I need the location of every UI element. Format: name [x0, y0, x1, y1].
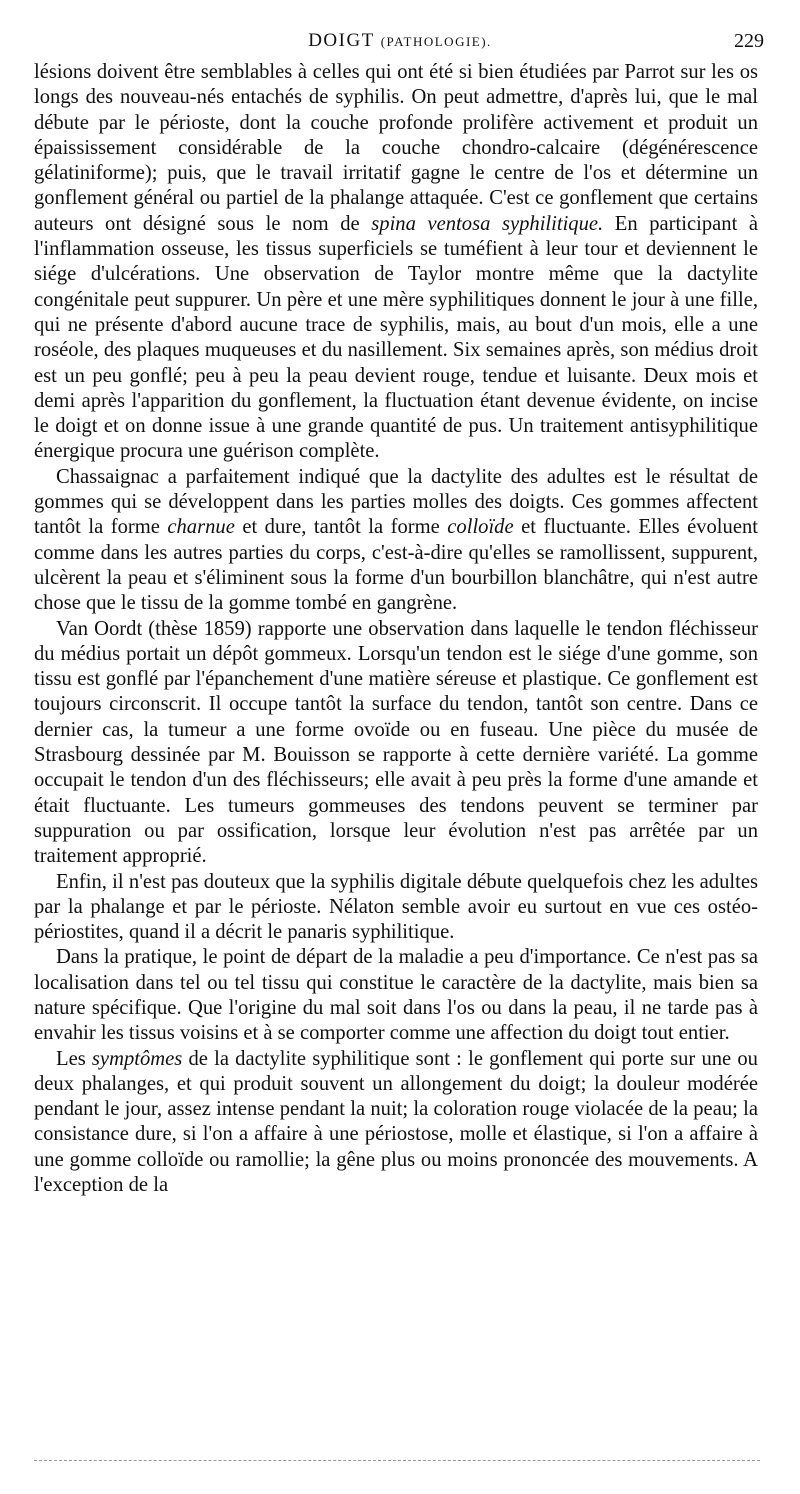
paragraph — [34, 60, 758, 465]
text-run: et fluctuante. Elles évoluent comme dans les autres parties du corps, c'est-à-dire qu'elles se ramollissent, suppurent, ulcèrent la peau et s'éliminent sous la forme d'un bourbillon blanchâtre, qui n'est autre chose que le tissu de la gomme tombé en gangrène. — [34, 516, 758, 615]
italic-text: spina ventosa syphilitique. — [371, 212, 604, 235]
text-run: lésions doivent être semblables à celles qui ont été si bien étudiées par Parrot sur les os longs des nouveau-nés entachés de syphilis. On peut admettre, d'après lui, que le mal débute par le périoste, dont la couche profonde prolifère activement et produit un épaississement considérable de la couche chondro-calcaire (dégénérescence gélatiniforme); puis, que le travail irritatif gagne le centre de l'os et détermine un gonflement général ou partiel de la phalange attaquée. C'est ce gonflement que certains auteurs ont désigné sous le nom de — [34, 61, 758, 235]
paragraph — [34, 1047, 758, 1199]
text-run: Enfin, il n'est pas douteux que la syphilis digitale débute quelquefois chez les adultes par la phalange et par le périoste. Nélaton semble avoir eu surtout en vue ces ostéo-périostites, quand il a décrit le panaris syphilitique. — [34, 870, 758, 944]
paragraph — [34, 465, 758, 617]
text-run: Chassaignac a parfaitement indiqué que la dactylite des adultes est le résultat de gommes qui se développent dans les parties molles des doigts. Ces gommes affectent tantôt la forme — [34, 465, 758, 539]
body-text — [34, 60, 758, 1198]
running-title-main: DOIGT — [308, 30, 375, 51]
text-run: Les — [56, 1047, 92, 1070]
bottom-rule — [34, 1460, 760, 1461]
italic-text: symptômes — [91, 1047, 183, 1070]
italic-text: charnue — [167, 516, 235, 539]
running-head — [34, 30, 766, 56]
text-run: et dure, tantôt la forme — [234, 516, 448, 539]
text-run: Van Oordt (thèse 1859) rapporte une observation dans laquelle le tendon fléchisseur du médius portait un dépôt gommeux. Lorsqu'un tendon est le siége d'une gomme, son tissu est gonflé par l'épanchement d'une matière séreuse et plastique. Ce gonflement est toujours circonscrit. Il occupe tantôt la surface du tendon, tantôt son centre. Dans ce dernier cas, la tumeur a une forme ovoïde ou en fuseau. Une pièce du musée de Strasbourg dessinée par M. Bouisson se rapporte à cette dernière variété. La gomme occupait le tendon d'un des fléchisseurs; elle avait à peu près la forme d'une amande et était fluctuante. Les tumeurs gommeuses des tendons peuvent se terminer par suppuration ou par ossification, lorsque leur évolution n'est pas arrêtée par un traitement approprié. — [34, 617, 758, 868]
paragraph — [34, 945, 758, 1046]
text-run: En participant à l'inflammation osseuse, les tissus superficiels se tuméfient à leur tour et deviennent le siége d'ulcérations. Une observation de Taylor montre même que la dactylite congénitale peut suppurer. Un père et une mère syphilitiques donnent le jour à une fille, qui ne présente d'abord aucune trace de syphilis, mais, au bout d'un mois, elle a une roséole, des plaques muqueuses et du nasillement. Six semaines après, son médius droit est un peu gonflé; peu à peu la peau devient rouge, tendue et luisante. Deux mois et demi après l'apparition du gonflement, la fluctuation étant devenue évidente, on incise le doigt et on donne issue à une grande quantité de pus. Un traitement antisyphilitique énergique procura une guérison complète. — [34, 212, 759, 463]
text-run: de la dactylite syphilitique sont : le gonflement qui porte sur une ou deux phalanges, et qui produit souvent un allongement du doigt; la douleur modérée pendant le jour, assez intense pendant la nuit; la coloration rouge violacée de la peau; la consistance dure, si l'on a affaire à une périostose, molle et élastique, si l'on a affaire à une gomme colloïde ou ramollie; la gêne plus ou moins prononcée des mouvements. A l'exception de la — [34, 1047, 758, 1197]
running-title-section: (PATHOLOGIE). — [380, 34, 492, 49]
paragraph — [34, 870, 758, 946]
text-run: Dans la pratique, le point de départ de la maladie a peu d'importance. Ce n'est pas sa localisation dans tel ou tel tissu qui constitue le caractère de la dactylite, mais bien sa nature spécifique. Que l'origine du mal soit dans l'os ou dans la peau, il ne tarde pas à envahir les tissus voisins et à se comporter comme une affection du doigt tout entier. — [34, 946, 758, 1045]
paragraph — [34, 617, 758, 870]
italic-text: colloïde — [447, 516, 514, 539]
running-title — [34, 30, 766, 52]
page-number: 229 — [734, 30, 764, 52]
